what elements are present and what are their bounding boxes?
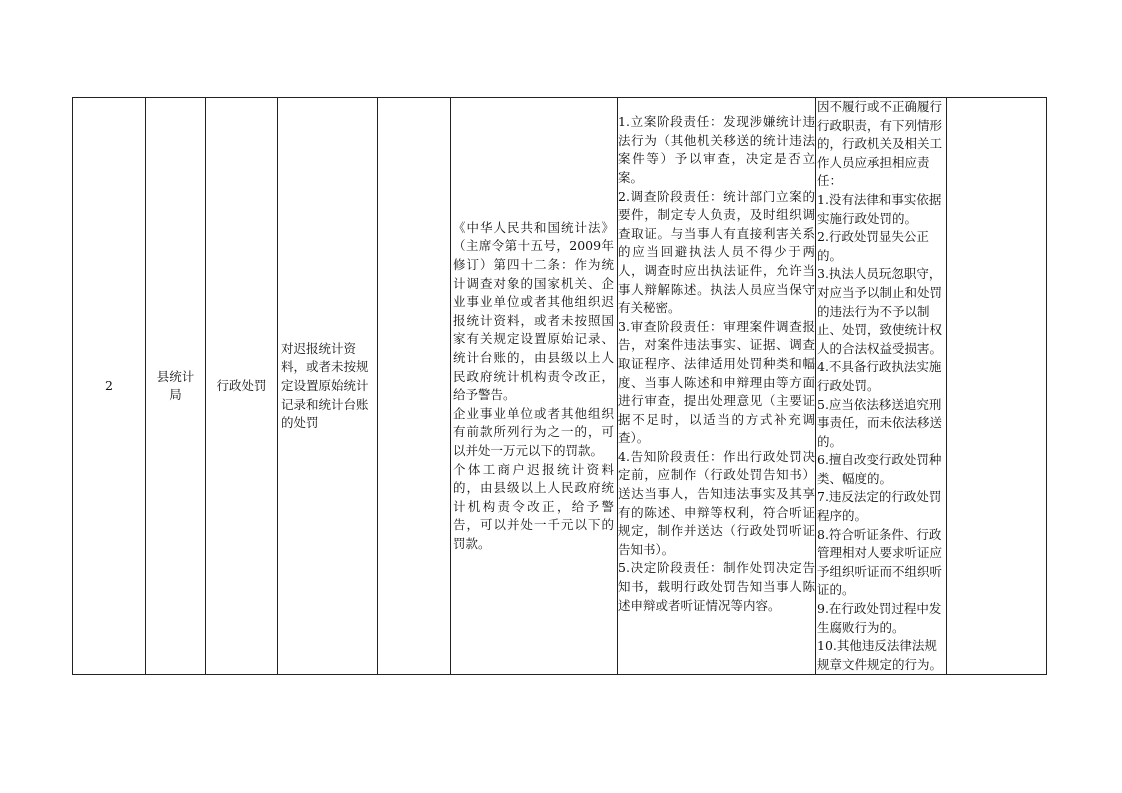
accountability-item: 4.不具备行政执法实施行政处罚。	[817, 359, 942, 393]
responsibilities-clip	[618, 113, 815, 659]
row-index-cell	[73, 98, 146, 675]
sub-item-cell	[378, 98, 451, 675]
table-row	[73, 98, 1047, 675]
item-name: 对迟报统计资料，或者未按规定设置原始统计记录和统计台账的处罚	[281, 340, 369, 431]
legal-basis-cell	[451, 98, 618, 675]
legal-basis-paragraph: 企业事业单位或者其他组织有前款所列行为之一的，可以并处一万元以下的罚款。	[453, 405, 614, 458]
responsibility-item: 1.立案阶段责任：发现涉嫌统计违法行为（其他机关移送的统计违法案件等）予以审查，决定是否立案。	[618, 114, 815, 185]
accountability-item: 7.违反法定的行政处罚程序的。	[817, 489, 942, 524]
responsibility-item: 5.决定阶段责任：制作处罚决定告知书，载明行政处罚告知当事人陈述申辩或者听证情况等内容。	[618, 560, 815, 613]
accountability-item: 3.执法人员玩忽职守，对应当予以制止和处罚的违法行为不予以制止、处罚，致使统计权人的合法权益受损害。	[817, 266, 943, 356]
accountability-intro: 因不履行或不正确履行行政职责，有下列情形的，行政机关及相关工作人员应承担相应责任：	[817, 99, 943, 189]
department-cell	[146, 98, 206, 675]
power-type-cell	[206, 98, 278, 675]
responsibilities-cell	[618, 98, 816, 675]
responsibility-table	[72, 97, 1047, 675]
accountability-item: 1.没有法律和事实依据实施行政处罚的。	[817, 191, 942, 226]
row-index: 2	[105, 377, 113, 393]
accountability-cell	[816, 98, 947, 675]
accountability-item: 8.符合听证条件、行政管理相对人要求听证应予组织听证而不组织听证的。	[817, 526, 943, 598]
power-type: 行政处罚	[216, 377, 267, 393]
responsibility-item: 4.告知阶段责任：作出行政处罚决定前，应制作（行政处罚告知书）送达当事人，告知违法事实及其享有的陈述、申辩等权利，符合听证规定，制作并送达（行政处罚听证告知书）。	[618, 448, 815, 557]
accountability-item: 5.应当依法移送追究刑事责任，而未依法移送的。	[817, 396, 943, 449]
accountability-item: 10.其他违反法律法规规章文件规定的行为。	[817, 638, 943, 672]
legal-basis-paragraph: 个体工商户迟报统计资料的，由县级以上人民政府统计机构责令改正，给予警告，可以并处一千元以下的罚款。	[453, 461, 614, 551]
accountability-item: 6.擅自改变行政处罚种类、幅度的。	[817, 452, 942, 486]
accountability-item: 2.行政处罚显失公正的。	[817, 229, 929, 263]
remarks-cell	[947, 98, 1047, 675]
department-name: 县统计局	[156, 368, 195, 403]
item-name-cell	[278, 98, 378, 675]
responsibility-item: 3.审查阶段责任：审理案件调查报告，对案件违法事实、证据、调查取证程序、法律适用处罚种类和幅度、当事人陈述和申辩理由等方面进行审查，提出处理意见（主要证据不足时，以适当的方式补充调查）。	[618, 318, 815, 446]
responsibility-item: 2.调查阶段责任：统计部门立案的要件，制定专人负责，及时组织调查取证。与当事人有直接利害关系的应当回避执法人员不得少于两人，调查时应出执法证件，允许当事人辩解陈述。执法人员应当保守有关秘密。	[618, 188, 815, 316]
accountability-item: 9.在行政处罚过程中发生腐败行为的。	[817, 601, 942, 635]
legal-basis-paragraph: 《中华人民共和国统计法》（主席令第十五号，2009年修订）第四十二条：作为统计调查对象的国家机关、企业事业单位或者其他组织迟报统计资料，或者未按照国家有关规定设置原始记录、统计台账的，由县级以上人民政府统计机构责令改正，给予警告。	[453, 219, 614, 403]
